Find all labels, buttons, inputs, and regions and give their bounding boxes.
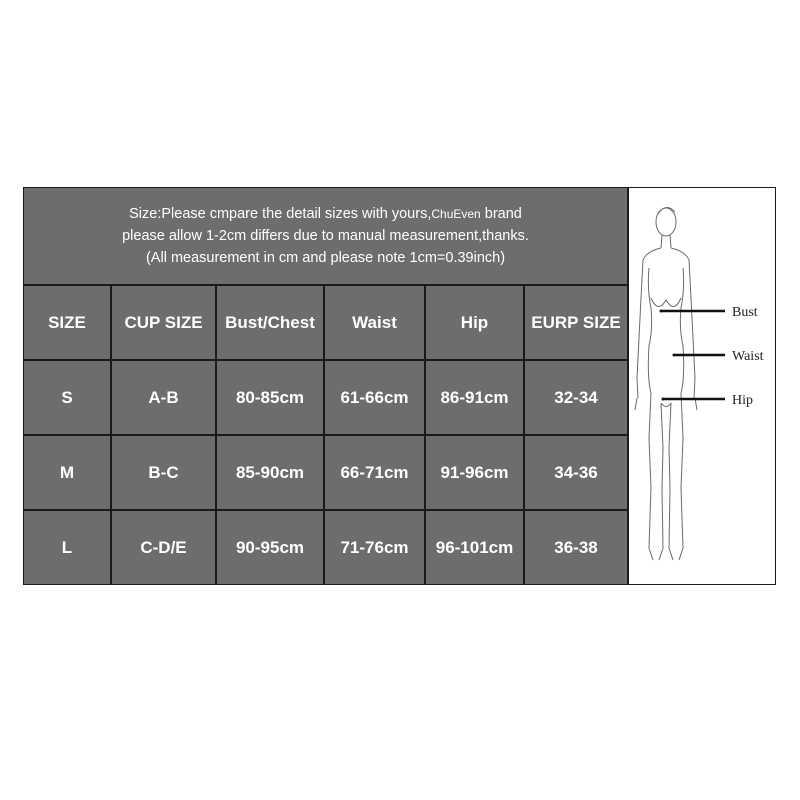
cell-size: L [24,511,110,584]
size-chart [23,187,776,585]
cell-cup-size: A-B [112,361,215,434]
cell-size: S [24,361,110,434]
cell-eurp-size: 36-38 [525,511,627,584]
cell-bust: 90-95cm [217,511,323,584]
cell-hip: 91-96cm [426,436,523,509]
header-bust: Bust/Chest [217,286,323,359]
header-hip: Hip [426,286,523,359]
waist-label: Waist [732,349,764,364]
bust-label: Bust [732,305,758,320]
cell-hip: 86-91cm [426,361,523,434]
cell-size: M [24,436,110,509]
cell-cup-size: C-D/E [112,511,215,584]
cell-waist: 66-71cm [325,436,424,509]
header-waist: Waist [325,286,424,359]
cell-eurp-size: 32-34 [525,361,627,434]
note-line-1 [129,203,522,225]
note-line-3: (All measurement in cm and please note 1cm=0.39inch) [145,250,506,266]
note-line-1-text: Size:Please cmpare the detail sizes with yours, [129,206,432,222]
cell-waist: 61-66cm [325,361,424,434]
header-size: SIZE [24,286,110,359]
body-outline-illustration [629,188,775,584]
body-measurement-figure [629,188,775,584]
cell-hip: 96-101cm [426,511,523,584]
note-line-1-suffix: brand [480,206,522,222]
brand-name: ChuEven [431,207,481,221]
header-eurp-size: EURP SIZE [525,286,627,359]
cell-bust: 85-90cm [217,436,323,509]
cell-cup-size: B-C [112,436,215,509]
note-line-2: please allow 1-2cm differs due to manual measurement,thanks. [122,228,529,244]
cell-bust: 80-85cm [217,361,323,434]
header-cup-size: CUP SIZE [112,286,215,359]
hip-label: Hip [732,393,753,408]
cell-eurp-size: 34-36 [525,436,627,509]
measurement-note [24,188,627,284]
cell-waist: 71-76cm [325,511,424,584]
